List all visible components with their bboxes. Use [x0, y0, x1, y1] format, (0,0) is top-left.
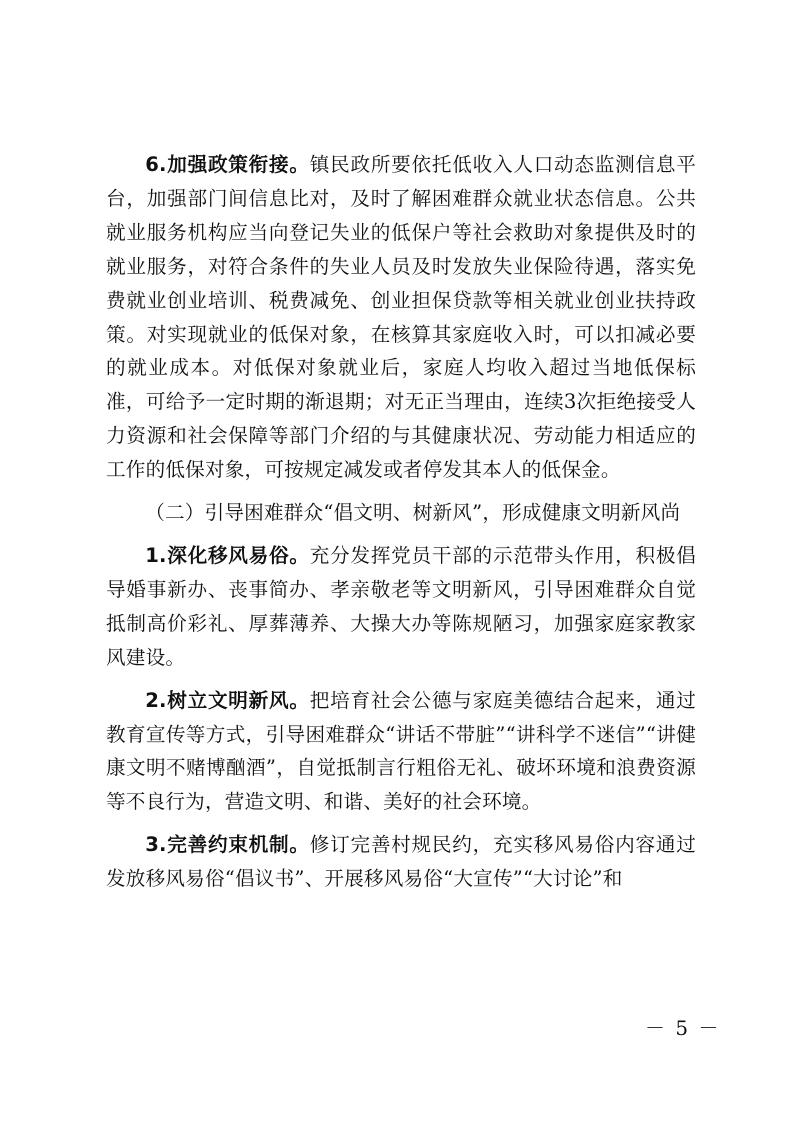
paragraph-text: 镇民政所要依托低收入人口动态监测信息平台，加强部门间信息比对，及时了解困难群众就业状态信息。公共就业服务机构应当向登记失业的低保户等社会救助对象提供及时的就业服务，对符合条件的失业人员及时发放失业保险待遇，落实免费就业创业培训、税费减免、创业担保贷款等相关就业创业扶持政策。对实现就业的低保对象，在核算其家庭收入时，可以扣减必要的就业成本。对低保对象就业后，家庭人均收入超过当地低保标准，可给予一定时期的渐退期；对无正当理由，连续3次拒绝接受人力资源和社会保障等部门介绍的与其健康状况、劳动能力相适应的工作的低保对象，可按规定减发或者停发其本人的低保金。	[106, 153, 696, 482]
paragraph-heading: 1.深化移风易俗。	[145, 543, 310, 567]
paragraph-civilized-style	[106, 684, 696, 820]
paragraph-heading: 2.树立文明新风。	[145, 688, 310, 712]
paragraph-heading: 6.加强政策衔接。	[145, 153, 310, 176]
paragraph-text: 修订完善村规民约，充实移风易俗内容通过发放移风易俗“倡议书”、开展移风易俗“大宣传”“大讨论”和	[106, 833, 696, 891]
paragraph-text: 充分发挥党员干部的示范带头作用，积极倡导婚事新办、丧事简办、孝亲敬老等文明新风，引导困难群众自觉抵制高价彩礼、厚葬薄养、大操大办等陈规陋习，加强家庭家教家风建设。	[106, 543, 696, 669]
paragraph-constraint-mechanism	[106, 828, 696, 896]
page-number: － 5 －	[645, 1016, 721, 1040]
paragraph-policy-connection	[106, 148, 696, 487]
paragraph-heading: 3.完善约束机制。	[145, 833, 310, 857]
document-page	[106, 148, 696, 896]
paragraph-customs-reform	[106, 539, 696, 675]
section-title: （二）引导困难群众“倡文明、树新风”，形成健康文明新风尚	[145, 501, 681, 525]
paragraph-text: 把培育社会公德与家庭美德结合起来，通过教育宣传等方式，引导困难群众“讲话不带脏”“讲科学不迷信”“讲健康文明不赌博酗酒”，自觉抵制言行粗俗无礼、破坏环境和浪费资源等不良行为，营造文明、和谐、美好的社会环境。	[106, 688, 696, 814]
